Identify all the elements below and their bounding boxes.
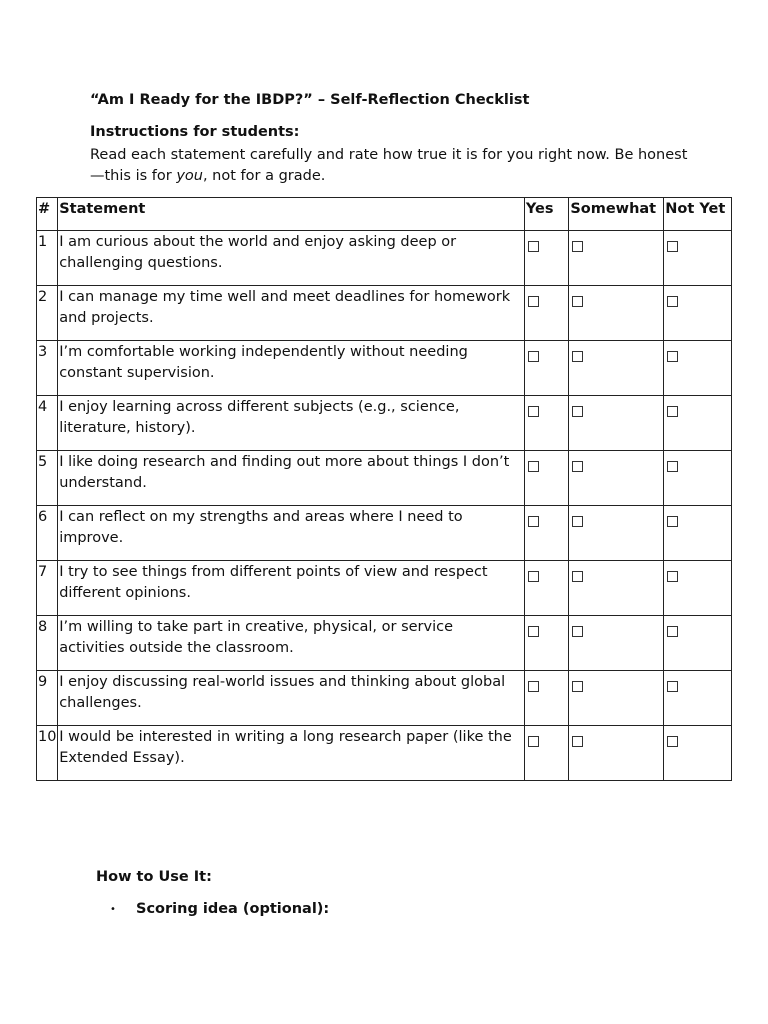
instructions-text-start: Read each statement carefully and rate how true it is for you right now. Be honest—this is for	[90, 147, 688, 184]
header-yes: Yes	[524, 198, 568, 231]
table-row	[37, 396, 732, 451]
cell-not-yet	[664, 231, 732, 286]
document-title: “Am I Ready for the IBDP?” – Self-Reflection Checklist	[90, 92, 530, 108]
checkbox-not-yet[interactable]	[667, 241, 678, 252]
cell-not-yet	[664, 341, 732, 396]
bullet-icon: •	[110, 903, 116, 915]
cell-not-yet	[664, 726, 732, 781]
cell-yes	[524, 616, 568, 671]
checkbox-not-yet[interactable]	[667, 626, 678, 637]
row-number: 2	[37, 286, 58, 341]
cell-somewhat	[569, 286, 664, 341]
instructions-text-emphasis: you	[176, 168, 203, 184]
checkbox-somewhat[interactable]	[572, 406, 583, 417]
row-statement: I’m willing to take part in creative, physical, or service activities outside the classroom.	[58, 616, 525, 671]
bullet-text: Scoring idea (optional):	[136, 901, 330, 917]
cell-yes	[524, 561, 568, 616]
checkbox-yes[interactable]	[528, 406, 539, 417]
header-number: #	[37, 198, 58, 231]
table-row	[37, 231, 732, 286]
row-number: 4	[37, 396, 58, 451]
cell-somewhat	[569, 506, 664, 561]
checkbox-yes[interactable]	[528, 241, 539, 252]
row-statement: I enjoy learning across different subjects (e.g., science, literature, history).	[58, 396, 525, 451]
cell-yes	[524, 231, 568, 286]
row-number: 8	[37, 616, 58, 671]
checkbox-not-yet[interactable]	[667, 296, 678, 307]
cell-yes	[524, 341, 568, 396]
cell-yes	[524, 726, 568, 781]
how-to-use-heading: How to Use It:	[96, 869, 212, 885]
checkbox-not-yet[interactable]	[667, 406, 678, 417]
table-row	[37, 671, 732, 726]
row-statement: I can manage my time well and meet deadlines for homework and projects.	[58, 286, 525, 341]
checkbox-somewhat[interactable]	[572, 461, 583, 472]
table-body	[37, 231, 732, 781]
cell-somewhat	[569, 341, 664, 396]
cell-yes	[524, 451, 568, 506]
row-statement: I’m comfortable working independently without needing constant supervision.	[58, 341, 525, 396]
row-statement: I like doing research and finding out more about things I don’t understand.	[58, 451, 525, 506]
bullet-list-item	[110, 901, 329, 917]
table-row	[37, 506, 732, 561]
checkbox-yes[interactable]	[528, 681, 539, 692]
table-row	[37, 286, 732, 341]
checkbox-yes[interactable]	[528, 516, 539, 527]
row-statement: I try to see things from different points of view and respect different opinions.	[58, 561, 525, 616]
cell-yes	[524, 286, 568, 341]
checkbox-somewhat[interactable]	[572, 626, 583, 637]
row-statement: I am curious about the world and enjoy asking deep or challenging questions.	[58, 231, 525, 286]
cell-somewhat	[569, 671, 664, 726]
row-statement: I enjoy discussing real-world issues and thinking about global challenges.	[58, 671, 525, 726]
row-number: 5	[37, 451, 58, 506]
instructions-heading: Instructions for students:	[90, 124, 300, 140]
checkbox-somewhat[interactable]	[572, 516, 583, 527]
cell-not-yet	[664, 506, 732, 561]
cell-not-yet	[664, 561, 732, 616]
checkbox-somewhat[interactable]	[572, 241, 583, 252]
cell-somewhat	[569, 616, 664, 671]
header-somewhat: Somewhat	[569, 198, 664, 231]
header-not-yet: Not Yet	[664, 198, 732, 231]
instructions-text	[90, 145, 690, 187]
checkbox-yes[interactable]	[528, 571, 539, 582]
row-number: 3	[37, 341, 58, 396]
checkbox-somewhat[interactable]	[572, 681, 583, 692]
cell-somewhat	[569, 396, 664, 451]
cell-not-yet	[664, 451, 732, 506]
checkbox-somewhat[interactable]	[572, 736, 583, 747]
checkbox-yes[interactable]	[528, 296, 539, 307]
row-statement: I can reflect on my strengths and areas where I need to improve.	[58, 506, 525, 561]
cell-not-yet	[664, 671, 732, 726]
checkbox-somewhat[interactable]	[572, 296, 583, 307]
checkbox-not-yet[interactable]	[667, 461, 678, 472]
cell-somewhat	[569, 451, 664, 506]
cell-not-yet	[664, 616, 732, 671]
row-number: 6	[37, 506, 58, 561]
cell-somewhat	[569, 231, 664, 286]
checkbox-yes[interactable]	[528, 461, 539, 472]
row-number: 1	[37, 231, 58, 286]
row-statement: I would be interested in writing a long research paper (like the Extended Essay).	[58, 726, 525, 781]
table-row	[37, 726, 732, 781]
cell-yes	[524, 506, 568, 561]
checkbox-not-yet[interactable]	[667, 351, 678, 362]
table-row	[37, 341, 732, 396]
checkbox-yes[interactable]	[528, 351, 539, 362]
instructions-text-end: , not for a grade.	[202, 168, 326, 184]
checkbox-not-yet[interactable]	[667, 516, 678, 527]
checkbox-yes[interactable]	[528, 626, 539, 637]
checkbox-yes[interactable]	[528, 736, 539, 747]
checkbox-not-yet[interactable]	[667, 736, 678, 747]
cell-somewhat	[569, 561, 664, 616]
cell-yes	[524, 671, 568, 726]
checkbox-somewhat[interactable]	[572, 351, 583, 362]
row-number: 9	[37, 671, 58, 726]
row-number: 10	[37, 726, 58, 781]
table-row	[37, 561, 732, 616]
checkbox-not-yet[interactable]	[667, 571, 678, 582]
header-statement: Statement	[58, 198, 525, 231]
checkbox-not-yet[interactable]	[667, 681, 678, 692]
cell-not-yet	[664, 286, 732, 341]
table-row	[37, 451, 732, 506]
cell-not-yet	[664, 396, 732, 451]
checkbox-somewhat[interactable]	[572, 571, 583, 582]
table-header-row	[37, 198, 732, 231]
cell-somewhat	[569, 726, 664, 781]
cell-yes	[524, 396, 568, 451]
table-row	[37, 616, 732, 671]
checklist-table	[36, 197, 732, 781]
row-number: 7	[37, 561, 58, 616]
